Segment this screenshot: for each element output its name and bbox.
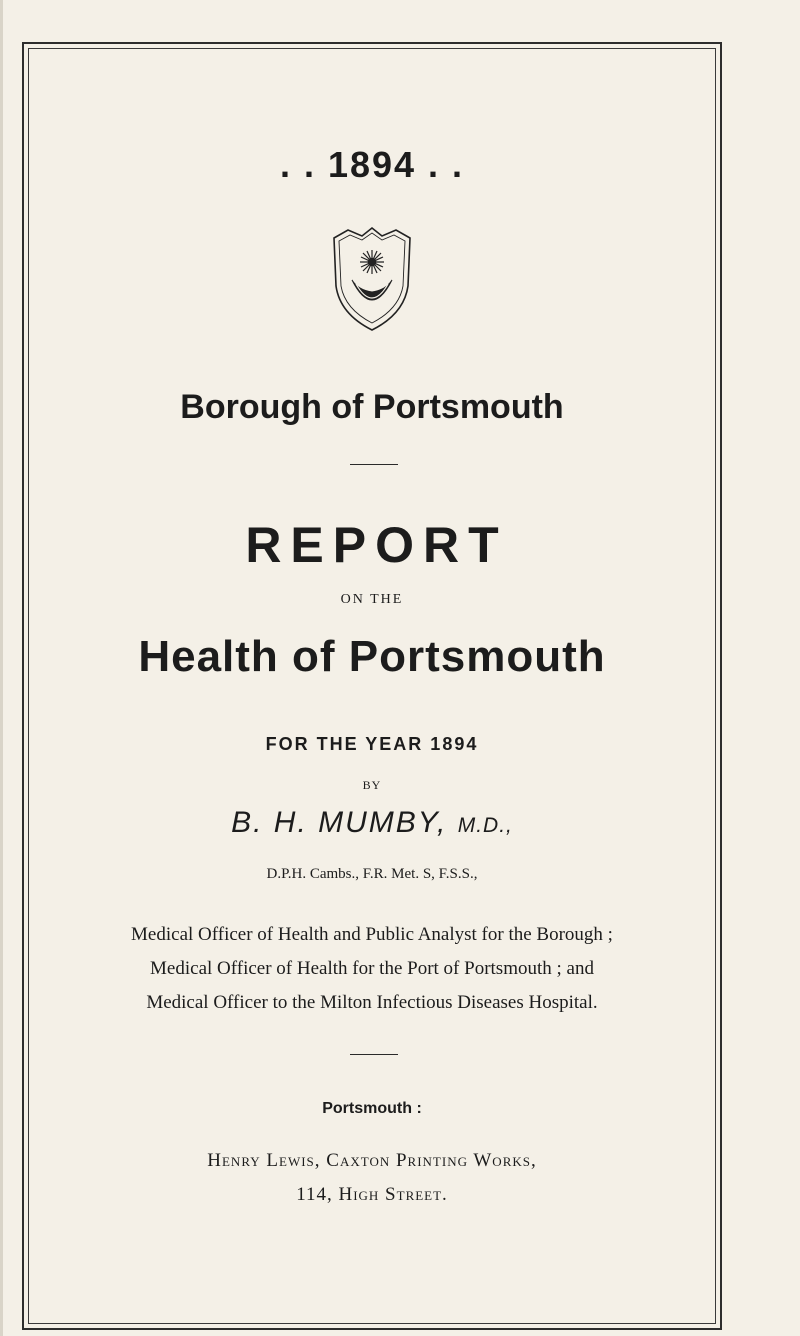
- author-name: [28, 806, 716, 840]
- printer-name: Henry Lewis, Caxton Printing Works,: [207, 1150, 537, 1171]
- office-line-3: Medical Officer to the Milton Infectious Diseases Hospital.: [146, 992, 598, 1013]
- office-line-1: Medical Officer of Health and Public Analyst for the Borough ;: [131, 924, 613, 945]
- subject-heading: Health of Portsmouth: [138, 632, 606, 681]
- publisher-city: Portsmouth :: [322, 1100, 422, 1117]
- printer-address: 114, High Street.: [296, 1184, 448, 1205]
- by-label: BY: [362, 778, 382, 792]
- office-line-2: Medical Officer of Health for the Port of Portsmouth ; and: [150, 958, 594, 979]
- for-year-label: FOR THE YEAR 1894: [265, 734, 479, 754]
- borough-heading: Borough of Portsmouth: [180, 388, 564, 426]
- report-heading: REPORT: [245, 517, 508, 573]
- divider-top: [350, 464, 398, 465]
- year-title: . . 1894 . .: [279, 144, 465, 185]
- author-name-text: B. H. MUMBY,: [231, 806, 448, 839]
- author-degree: M.D.,: [457, 814, 513, 837]
- divider-bottom: [350, 1054, 398, 1055]
- portsmouth-crest-icon: [328, 224, 416, 334]
- author-qualifications: D.P.H. Cambs., F.R. Met. S, F.S.S.,: [266, 866, 478, 882]
- page-content: [28, 48, 716, 1324]
- page-edge: [0, 0, 3, 1336]
- on-the-label: ON THE: [340, 592, 404, 607]
